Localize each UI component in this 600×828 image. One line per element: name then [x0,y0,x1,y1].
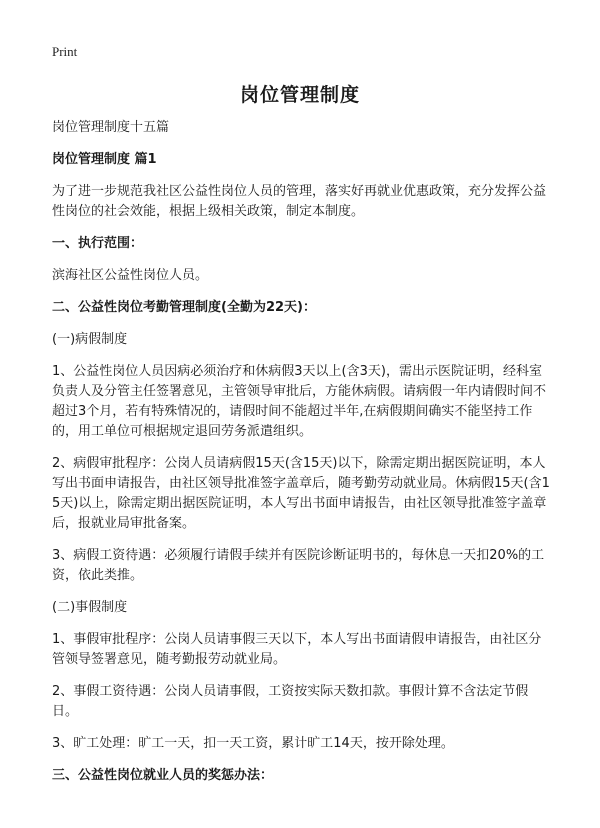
heading-scope: 一、执行范围： [52,236,144,251]
heading-rewards: 三、公益性岗位就业人员的奖惩办法： [52,768,274,783]
personal-leave-title: (二)事假制度 [52,600,128,615]
sick-leave-item-2: 2、病假审批程序：公岗人员请病假15天(含15天)以下，除需定期出据医院证明，本人写出书面申请报告，由社区领导批准签字盖章后，随考勤劳动就业局。休病假15天(含15天)以上，除需定期出据医院证明，本人写出书面申请报告，由社区领导批准签字盖章后，报就业局审批备案。 [52,456,550,531]
sick-leave-item-1: 1、公益性岗位人员因病必须治疗和休病假3天以上(含3天)，需出示医院证明，经科室负责人及分管主任签署意见，主管领导审批后，方能休病假。请病假一年内请假时间不超过3个月，若有特殊情况的，请假时间不能超过半年,在病假期间确实不能坚持工作的，用工单位可根据规定退回劳务派遣组织。 [52,364,547,439]
scope-paragraph: 滨海社区公益性岗位人员。 [52,268,209,283]
personal-leave-item-2: 2、事假工资待遇：公岗人员请事假，工资按实际天数扣款。事假计算不含法定节假日。 [52,684,529,719]
absence-item-3: 3、旷工处理：旷工一天，扣一天工资，累计旷工14天，按开除处理。 [52,736,454,751]
sick-leave-title: (一)病假制度 [52,332,128,347]
personal-leave-item-1: 1、事假审批程序：公岗人员请事假三天以下，本人写出书面请假申请报告，由社区分管领导签署意见，随考勤报劳动就业局。 [52,632,542,667]
document-body [52,118,552,798]
print-label: Print [52,44,78,59]
document-title: 岗位管理制度 [239,84,360,106]
heading-attendance: 二、公益性岗位考勤管理制度(全勤为22天)： [52,300,316,315]
document-subtitle: 岗位管理制度十五篇 [52,120,170,135]
intro-paragraph: 为了进一步规范我社区公益性岗位人员的管理，落实好再就业优惠政策，充分发挥公益性岗位的社会效能，根据上级相关政策，制定本制度。 [52,184,547,219]
sick-leave-item-3: 3、病假工资待遇：必须履行请假手续并有医院诊断证明书的，每休息一天扣20%的工资，依此类推。 [52,548,545,583]
section-title: 岗位管理制度 篇1 [52,152,157,167]
